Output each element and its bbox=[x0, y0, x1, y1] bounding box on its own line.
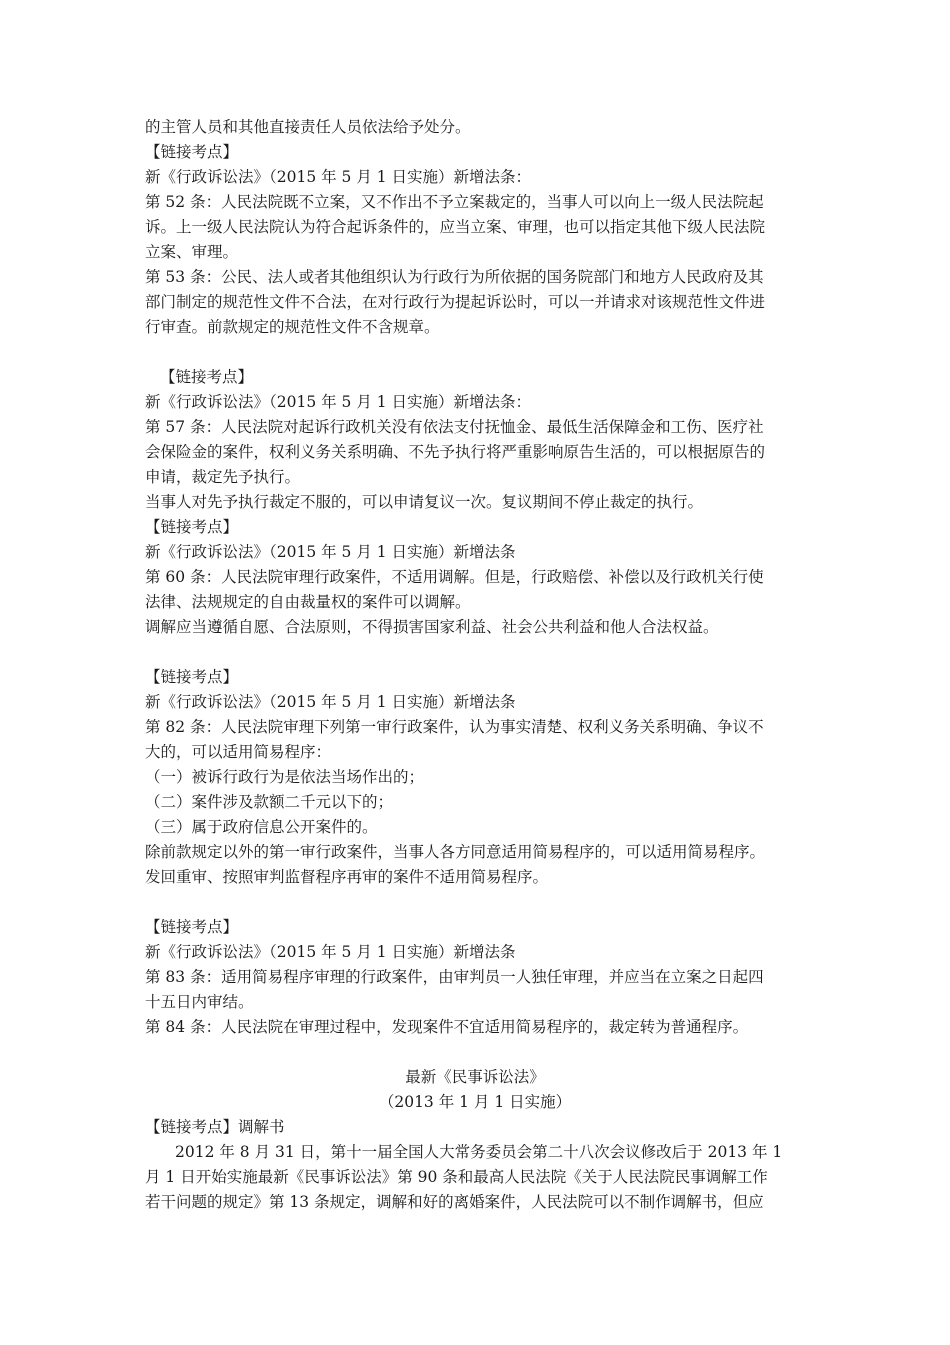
text-line: 诉。上一级人民法院认为符合起诉条件的，应当立案、审理，也可以指定其他下级人民法院 bbox=[145, 218, 766, 236]
link-heading: 【链接考点】 bbox=[145, 668, 239, 686]
text-line: 法律、法规规定的自由裁量权的案件可以调解。 bbox=[145, 593, 471, 611]
text-line: 申请，裁定先予执行。 bbox=[145, 468, 301, 486]
text-line: 2012 年 8 月 31 日，第十一届全国人大常务委员会第二十八次会议修改后于 2013 年 1 bbox=[175, 1143, 783, 1161]
section-subtitle: （2013 年 1 月 1 日实施） bbox=[378, 1093, 572, 1111]
text-line: 第 57 条：人民法院对起诉行政机关没有依法支付抚恤金、最低生活保障金和工伤、医疗社 bbox=[145, 418, 764, 436]
link-heading: 【链接考点】 bbox=[145, 918, 239, 936]
text-line: 第 52 条：人民法院既不立案，又不作出不予立案裁定的，当事人可以向上一级人民法院起 bbox=[145, 193, 764, 211]
text-line: 第 82 条：人民法院审理下列第一审行政案件，认为事实清楚、权利义务关系明确、争议不 bbox=[145, 718, 764, 736]
text-line: 新《行政诉讼法》（2015 年 5 月 1 日实施）新增法条 bbox=[145, 943, 516, 961]
link-heading: 【链接考点】调解书 bbox=[145, 1118, 285, 1136]
text-line: 调解应当遵循自愿、合法原则，不得损害国家利益、社会公共利益和他人合法权益。 bbox=[145, 618, 719, 636]
section-title: 最新《民事诉讼法》 bbox=[405, 1068, 545, 1086]
text-line: 若干问题的规定》第 13 条规定，调解和好的离婚案件，人民法院可以不制作调解书，但应 bbox=[145, 1193, 764, 1211]
link-heading: 【链接考点】 bbox=[160, 368, 254, 386]
list-item: （三）属于政府信息公开案件的。 bbox=[145, 818, 378, 836]
text-line: 部门制定的规范性文件不合法，在对行政行为提起诉讼时，可以一并请求对该规范性文件进 bbox=[145, 293, 766, 311]
text-line: 第 60 条：人民法院审理行政案件，不适用调解。但是，行政赔偿、补偿以及行政机关行使 bbox=[145, 568, 764, 586]
link-heading: 【链接考点】 bbox=[145, 518, 239, 536]
text-line: 新《行政诉讼法》（2015 年 5 月 1 日实施）新增法条 bbox=[145, 543, 516, 561]
text-line: 月 1 日开始实施最新《民事诉讼法》第 90 条和最高人民法院《关于人民法院民事调解工作 bbox=[145, 1168, 768, 1186]
text-line: 新《行政诉讼法》（2015 年 5 月 1 日实施）新增法条： bbox=[145, 393, 532, 411]
text-line: 立案、审理。 bbox=[145, 243, 239, 261]
text-line: 的主管人员和其他直接责任人员依法给予处分。 bbox=[145, 118, 471, 136]
text-line: 会保险金的案件，权利义务关系明确、不先予执行将严重影响原告生活的，可以根据原告的 bbox=[145, 443, 766, 461]
text-line: 当事人对先予执行裁定不服的，可以申请复议一次。复议期间不停止裁定的执行。 bbox=[145, 493, 704, 511]
text-line: 大的，可以适用简易程序： bbox=[145, 743, 332, 761]
text-line: 第 53 条：公民、法人或者其他组织认为行政行为所依据的国务院部门和地方人民政府及其 bbox=[145, 268, 764, 286]
list-item: （二）案件涉及款额二千元以下的； bbox=[145, 793, 394, 811]
list-item: （一）被诉行政行为是依法当场作出的； bbox=[145, 768, 425, 786]
text-line: 新《行政诉讼法》（2015 年 5 月 1 日实施）新增法条 bbox=[145, 693, 516, 711]
text-line: 第 83 条：适用简易程序审理的行政案件，由审判员一人独任审理，并应当在立案之日起四 bbox=[145, 968, 764, 986]
text-line: 发回重审、按照审判监督程序再审的案件不适用简易程序。 bbox=[145, 868, 549, 886]
text-line: 十五日内审结。 bbox=[145, 993, 254, 1011]
text-line: 新《行政诉讼法》（2015 年 5 月 1 日实施）新增法条： bbox=[145, 168, 532, 186]
link-heading: 【链接考点】 bbox=[145, 143, 239, 161]
text-line: 行审查。前款规定的规范性文件不含规章。 bbox=[145, 318, 440, 336]
text-line: 第 84 条：人民法院在审理过程中，发现案件不宜适用简易程序的，裁定转为普通程序。 bbox=[145, 1018, 749, 1036]
text-line: 除前款规定以外的第一审行政案件，当事人各方同意适用简易程序的，可以适用简易程序。 bbox=[145, 843, 766, 861]
